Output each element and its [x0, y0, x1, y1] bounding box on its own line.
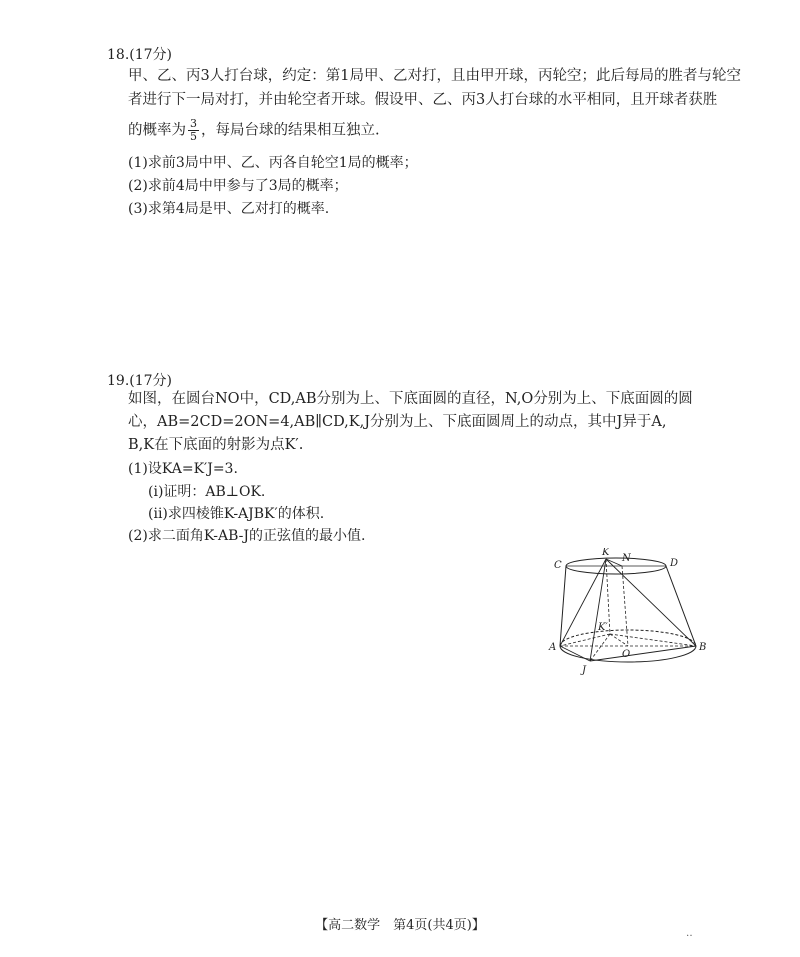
fraction-numerator: 3: [190, 117, 197, 130]
q18-stem-line-2: 者进行下一局对打，并由轮空者开球。假设甲、乙、丙3人打台球的水平相同，且开球者获胜: [128, 92, 718, 108]
q19-stem-line-3: B,K在下底面的射影为点K′.: [128, 437, 304, 453]
q18-header: 18.(17分): [107, 47, 173, 63]
label-d: D: [670, 558, 679, 569]
label-c: C: [554, 560, 562, 571]
q19-part-2: (2)求二面角K-AB-J的正弦值的最小值.: [128, 528, 366, 544]
corner-mark: ‥: [686, 928, 693, 939]
q18-stem-line-1: 甲、乙、丙3人打台球，约定：第1局甲、乙对打，且由甲开球，丙轮空；此后每局的胜者与轮空: [128, 68, 741, 84]
probability-fraction: [188, 118, 199, 143]
fraction-denominator: 5: [190, 130, 197, 143]
right-generator: [666, 566, 696, 646]
q18-part-3: (3)求第4局是甲、乙对打的概率.: [128, 201, 330, 217]
q19-part-1-i: (ⅰ)证明：AB⊥OK.: [148, 484, 266, 500]
label-b: B: [699, 642, 707, 653]
left-generator: [560, 566, 566, 646]
label-kprime: K′: [598, 622, 608, 633]
label-j: J: [582, 665, 587, 676]
segment-jb: [590, 646, 696, 661]
q18-part-1: (1)求前3局中甲、乙、丙各自轮空1局的概率；: [128, 155, 418, 171]
q18-stem: [128, 64, 741, 143]
segment-kn: [606, 559, 622, 566]
segment-kpb: [610, 634, 696, 646]
q19-stem-line-2: 心，AB=2CD=2ON=4,AB∥CD,K,J分别为上、下底面圆周上的动点，其中J异于A,: [128, 414, 667, 430]
label-o: O: [622, 649, 631, 660]
q19-part-1-ii: (ⅱ)求四棱锥K-AJBK′的体积.: [148, 506, 325, 522]
q19-stem-line-1: 如图，在圆台NO中，CD,AB分别为上、下底面圆的直径，N,O分别为上、下底面圆的圆: [128, 391, 693, 407]
label-n: N: [622, 553, 631, 564]
q19-stem: [128, 388, 728, 457]
q18-line3-before: 的概率为: [128, 122, 186, 139]
q19-part-1: (1)设KA=K′J=3.: [128, 461, 238, 477]
frustum-figure: [548, 548, 708, 678]
label-k: K: [602, 548, 610, 558]
q18-stem-line-3: [128, 118, 728, 143]
page-footer: 【高二数学 第4页(共4页)】: [315, 918, 485, 933]
label-a: A: [549, 642, 557, 653]
segment-ja: [560, 646, 590, 661]
q18-line3-after: ，每局台球的结果相互独立.: [201, 122, 380, 139]
axis-no: [622, 566, 628, 646]
q19-header: 19.(17分): [107, 373, 173, 389]
q18-part-2: (2)求前4局中甲参与了3局的概率；: [128, 178, 348, 194]
